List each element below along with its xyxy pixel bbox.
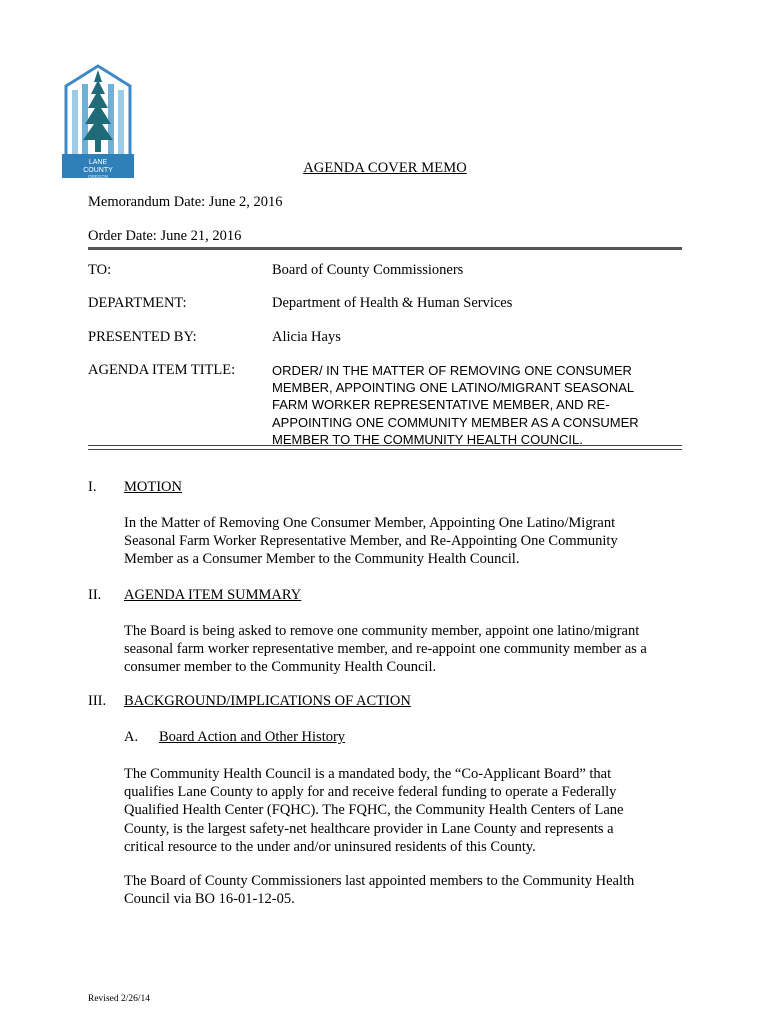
memorandum-date: Memorandum Date: June 2, 2016	[88, 194, 283, 210]
logo-text-county: COUNTY	[83, 167, 113, 174]
agenda-item-title-value	[272, 362, 692, 448]
paragraph-line: The Board is being asked to remove one community member, appoint one latino/migrant	[124, 623, 640, 639]
section-number-summary: II.	[88, 587, 102, 603]
paragraph-line: seasonal farm worker representative member, and re-appoint one community member as a	[124, 641, 647, 658]
department-value: Department of Health & Human Services	[272, 295, 513, 311]
memo-title: AGENDA COVER MEMO	[303, 160, 467, 176]
paragraph-line: In the Matter of Removing One Consumer Member, Appointing One Latino/Migrant	[124, 515, 616, 531]
section-number-motion: I.	[88, 479, 97, 495]
paragraph-line: Seasonal Farm Worker Representative Member, and Re-Appointing One Community	[124, 533, 618, 550]
paragraph-line: Member as a Consumer Member to the Community Health Council.	[124, 551, 520, 568]
background-paragraph-1	[124, 765, 684, 856]
presented-by-label: PRESENTED BY:	[88, 329, 197, 345]
presented-by-value: Alicia Hays	[272, 329, 341, 345]
section-heading-motion: MOTION	[124, 479, 182, 495]
section-number-background: III.	[88, 693, 107, 709]
paragraph-line: consumer member to the Community Health Council.	[124, 659, 437, 676]
agenda-title-line: APPOINTING ONE COMMUNITY MEMBER AS A CONSUMER	[272, 414, 639, 430]
agenda-title-line: ORDER/ IN THE MATTER OF REMOVING ONE CONSUMER	[272, 363, 632, 378]
motion-paragraph	[124, 514, 684, 569]
paragraph-line: County, is the largest safety-net healthcare provider in Lane County and represents a	[124, 820, 614, 837]
revised-footer: Revised 2/26/14	[88, 994, 151, 1004]
order-date: Order Date: June 21, 2016	[88, 228, 242, 244]
paragraph-line: Qualified Health Center (FQHC). The FQHC, the Community Health Centers of Lane	[124, 802, 624, 819]
subsection-heading-board-action: Board Action and Other History	[159, 729, 346, 745]
subsection-number-a: A.	[124, 729, 139, 745]
header-top-rule	[88, 247, 682, 250]
paragraph-line: The Board of County Commissioners last appointed members to the Community Health	[124, 873, 635, 889]
summary-paragraph	[124, 622, 684, 677]
agenda-item-title-label: AGENDA ITEM TITLE:	[88, 362, 236, 378]
paragraph-line: Council via BO 16-01-12-05.	[124, 891, 295, 908]
paragraph-line: The Community Health Council is a mandated body, the “Co-Applicant Board” that	[124, 766, 612, 782]
to-value: Board of County Commissioners	[272, 262, 464, 278]
logo-text-lane: LANE	[88, 159, 108, 166]
background-paragraph-2	[124, 872, 684, 908]
agenda-title-line: FARM WORKER REPRESENTATIVE MEMBER, AND RE-	[272, 397, 610, 413]
agenda-title-line: MEMBER TO THE COMMUNITY HEALTH COUNCIL.	[272, 431, 583, 447]
header-bottom-rule	[88, 445, 682, 450]
section-heading-summary: AGENDA ITEM SUMMARY	[124, 587, 302, 603]
paragraph-line: critical resource to the under and/or uninsured residents of this County.	[124, 838, 536, 855]
department-label: DEPARTMENT:	[88, 295, 187, 311]
agenda-title-line: MEMBER, APPOINTING ONE LATINO/MIGRANT SEASONAL	[272, 380, 635, 396]
paragraph-line: qualifies Lane County to apply for and receive federal funding to operate a Federally	[124, 784, 617, 801]
section-heading-background: BACKGROUND/IMPLICATIONS OF ACTION	[124, 693, 411, 709]
to-label: TO:	[88, 262, 112, 278]
logo-text-oregon: OREGON	[87, 174, 109, 179]
